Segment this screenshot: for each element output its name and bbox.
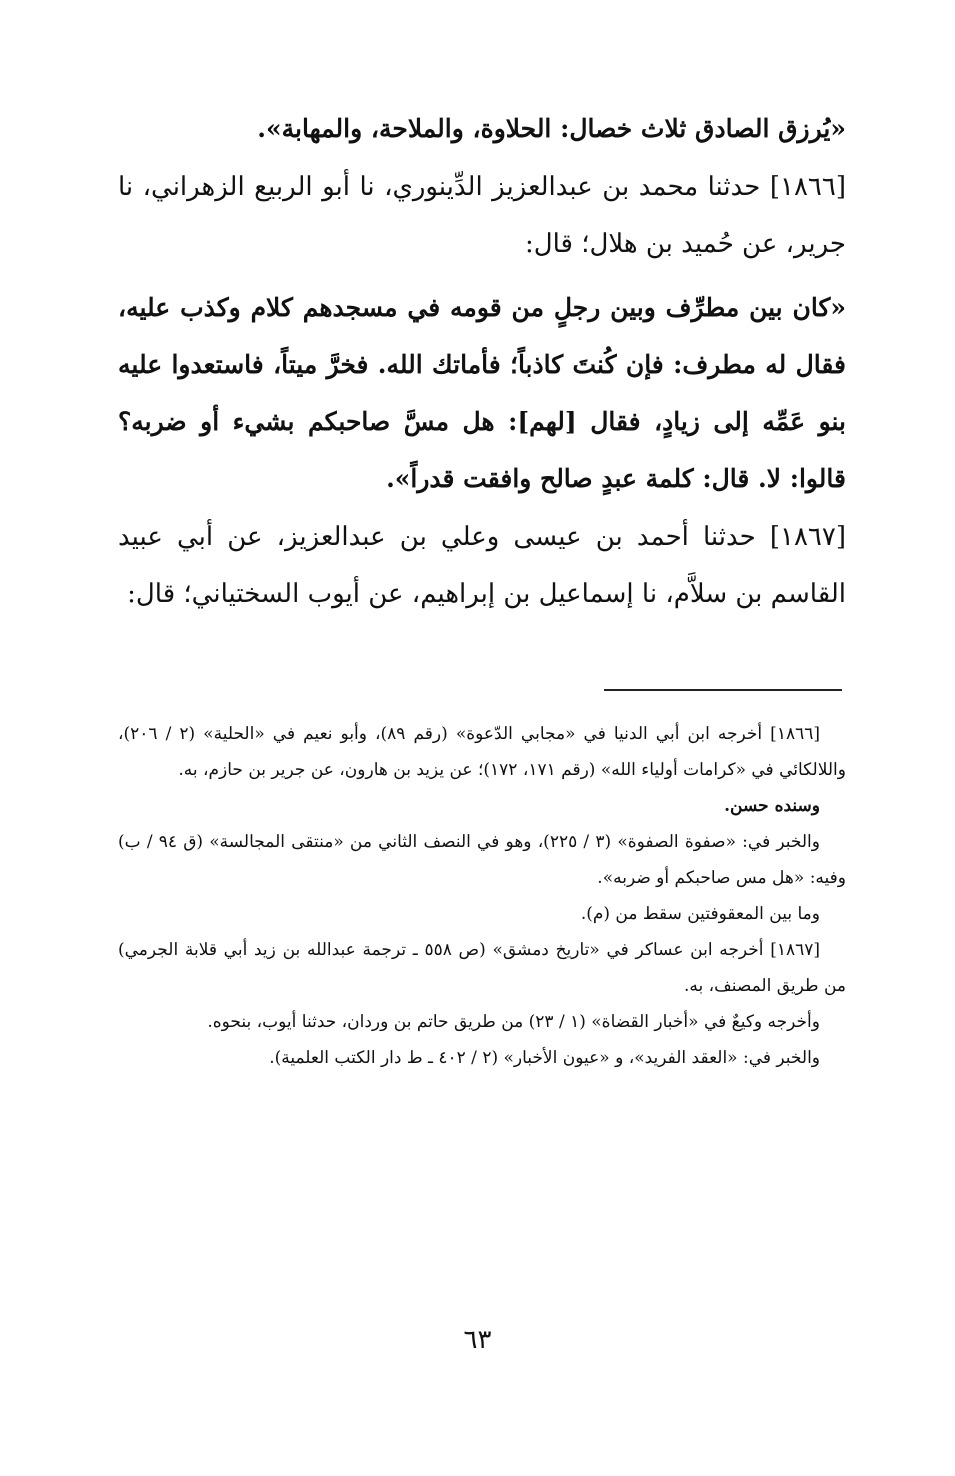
quote-1866: «كان بين مطرِّف وبين رجلٍ من قومه في مسجدهم كلام وكذب عليه، فقال له مطرف: فإن كُنتَ كاذباً؛ فأماتك الله. فخرَّ ميتاً، فاستعدوا عليه بنو عَمِّه إلى زيادٍ، فقال [لهم]: هل مسَّ صاحبكم بشيء أو ضربه؟ قالوا: لا. قال: كلمة عبدٍ صالح وافقت قدراً». (118, 293, 847, 493)
main-text (118, 100, 846, 623)
page-number: ٦٣ (463, 1325, 492, 1355)
footnote-1866-grading: وسنده حسن. (724, 796, 820, 816)
footnote-1866-brackets-note: وما بين المعقوفتين سقط من (م). (580, 904, 820, 924)
footnote-1866-sources: [١٨٦٦] أخرجه ابن أبي الدنيا في «مجابي الدّعوة» (رقم ٨٩)، وأبو نعيم في «الحلية» (٢ / ٢٠٦)، واللالكائي في «كرامات أولياء الله» (رقم ١٧١، ١٧٢)؛ عن يزيد بن هارون، عن جرير بن حازم، به. (118, 724, 846, 780)
footnote-1866-other-sources: والخبر في: «صفوة الصفوة» (٣ / ٢٢٥)، وهو في النصف الثاني من «منتقى المجالسة» (ق ٩٤ / ب) وفيه: «هل مس صاحبكم أو ضربه». (118, 832, 846, 888)
footnote-1867-waki: وأخرجه وكيعٌ في «أخبار القضاة» (١ / ٢٣) من طريق حاتم بن وردان، حدثنا أيوب، بنحوه. (207, 1012, 820, 1032)
footnote-separator (604, 689, 842, 691)
narration-1867: [١٨٦٧] حدثنا أحمد بن عيسى وعلي بن عبدالعزيز، عن أبي عبيد القاسم بن سلاَّم، نا إسماعيل بن إبراهيم، عن أيوب السختياني؛ قال: (118, 522, 846, 609)
footnotes (118, 716, 846, 1076)
quote-1865-ending: «يُرزق الصادق ثلاث خصال: الحلاوة، والملاحة، والمهابة». (257, 114, 846, 143)
footnote-1867-sources: [١٨٦٧] أخرجه ابن عساكر في «تاريخ دمشق» (ص ٥٥٨ ـ ترجمة عبدالله بن زيد أبي قلابة الجرمي) من طريق المصنف، به. (118, 940, 846, 996)
narration-1866: [١٨٦٦] حدثنا محمد بن عبدالعزيز الدِّينوري، نا أبو الربيع الزهراني، نا جرير، عن حُميد بن هلال؛ قال: (118, 172, 846, 259)
footnote-1867-other-sources: والخبر في: «العقد الفريد»، و «عيون الأخبار» (٢ / ٤٠٢ ـ ط دار الكتب العلمية). (269, 1048, 820, 1068)
